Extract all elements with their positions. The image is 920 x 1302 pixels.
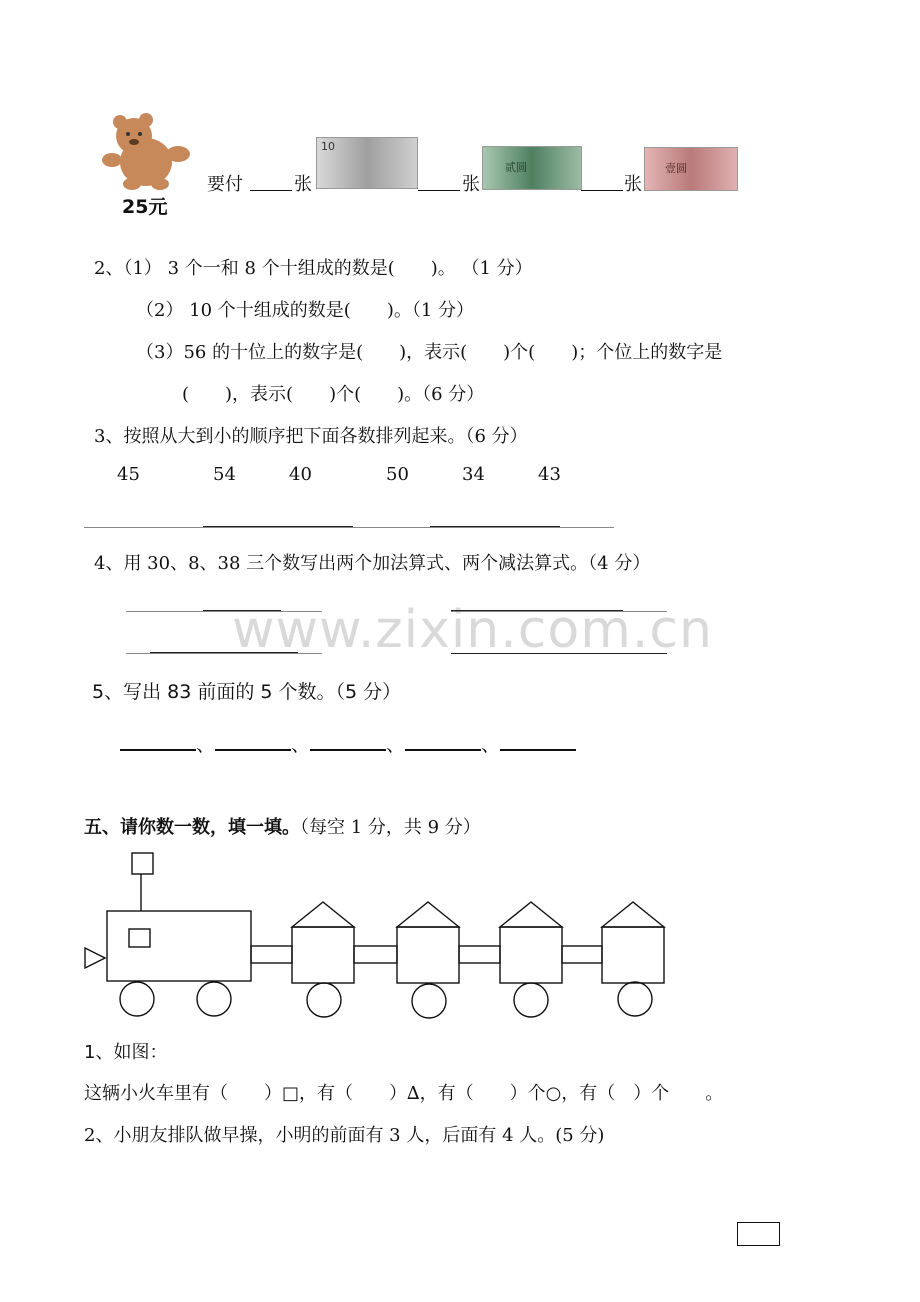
- note-face-value: 壹圆: [665, 162, 687, 175]
- connector-rect: [251, 946, 292, 963]
- q3-number: 43: [538, 464, 561, 485]
- note-face-value: 10: [321, 140, 335, 153]
- wheel-circle: [618, 982, 652, 1016]
- roof-triangle: [292, 902, 354, 927]
- unit-label: 张: [462, 174, 480, 195]
- q4-prompt: 4、用 30、8、38 三个数写出两个加法算式、两个减法算式。（4 分）: [94, 553, 651, 574]
- separator: 、: [386, 734, 406, 756]
- roof-triangle: [397, 902, 459, 927]
- ten-yuan-note-image: [316, 137, 418, 189]
- q3-answer-segment: [203, 526, 353, 527]
- q2-line2: （2） 10 个十组成的数是( )。（1 分）: [136, 300, 475, 321]
- q3-number: 54: [213, 464, 236, 485]
- q5-blank[interactable]: [500, 733, 576, 751]
- section5-heading: [84, 813, 481, 839]
- price-label: 25元: [122, 196, 168, 218]
- q3-number: 40: [289, 464, 312, 485]
- watermark-text: www.zixin.com.cn: [232, 600, 713, 660]
- note-face-value: 贰圆: [505, 161, 527, 174]
- connector-rect: [459, 946, 500, 963]
- q4-answer-line[interactable]: [126, 611, 322, 612]
- connector-rect: [562, 946, 602, 963]
- roof-triangle: [602, 902, 664, 927]
- separator: 、: [196, 734, 216, 756]
- car-square: [397, 927, 459, 983]
- square-shape: [129, 929, 150, 947]
- roof-triangle: [500, 902, 562, 927]
- q5-blank[interactable]: [405, 733, 481, 751]
- q5-answer-row: [120, 730, 576, 757]
- answer-blank-ten[interactable]: [250, 174, 292, 191]
- section5-title: 五、请你数一数，填一填。: [84, 817, 300, 838]
- teddy-bear-icon: [98, 110, 194, 192]
- q2-line4: ( )，表示( )个( )。（6 分）: [182, 384, 485, 405]
- sub1-text: 这辆小火车里有（ ）□，有（ ）∆，有（ ）个○，有（ ）个 。: [84, 1083, 724, 1104]
- answer-blank-two[interactable]: [418, 174, 460, 191]
- q4-answer-segment: [203, 610, 281, 611]
- train-figure: [80, 848, 680, 1024]
- answer-blank-one[interactable]: [581, 174, 623, 191]
- unit-label: 张: [294, 174, 312, 195]
- one-yuan-note-image: [644, 147, 738, 191]
- car-square: [292, 927, 354, 983]
- connector-rect: [354, 946, 397, 963]
- section5-score: （每空 1 分，共 9 分）: [300, 817, 481, 838]
- unit-label: 张: [624, 174, 642, 195]
- q4-answer-segment: [150, 652, 298, 653]
- car-square: [602, 927, 664, 983]
- q5-blank[interactable]: [215, 733, 291, 751]
- q4-answer-line[interactable]: [451, 611, 667, 612]
- two-yuan-note-image: [482, 146, 582, 190]
- wheel-circle: [514, 983, 548, 1017]
- q3-prompt: 3、按照从大到小的顺序把下面各数排列起来。（6 分）: [94, 426, 528, 447]
- square-shape: [132, 853, 153, 874]
- q4-answer-segment: [451, 610, 623, 611]
- q5-blank[interactable]: [310, 733, 386, 751]
- q5-blank[interactable]: [120, 733, 196, 751]
- wheel-circle: [197, 982, 231, 1016]
- separator: 、: [481, 734, 501, 756]
- q3-answer-segment: [430, 526, 560, 527]
- wheel-circle: [412, 984, 446, 1018]
- q5-prompt: 5、写出 83 前面的 5 个数。（5 分）: [92, 681, 402, 703]
- sub1-label: 1、如图：: [84, 1042, 168, 1063]
- score-box[interactable]: [737, 1222, 780, 1246]
- q3-number: 50: [386, 464, 409, 485]
- q2-line3: （3）56 的十位上的数字是( )，表示( )个( )；个位上的数字是: [136, 342, 723, 363]
- triangle-shape: [85, 948, 105, 968]
- wheel-circle: [307, 983, 341, 1017]
- separator: 、: [291, 734, 311, 756]
- car-square: [500, 927, 562, 983]
- wheel-circle: [120, 982, 154, 1016]
- q4-answer-line[interactable]: [126, 653, 322, 654]
- q2-line1: 2、（1） 3 个一和 8 个十组成的数是( )。 （1 分）: [94, 258, 533, 279]
- q3-number: 45: [117, 464, 140, 485]
- q4-answer-line[interactable]: [451, 653, 667, 654]
- q3-number: 34: [462, 464, 485, 485]
- q3-answer-line[interactable]: [84, 527, 614, 528]
- pay-label: 要付: [207, 174, 243, 195]
- sub2-text: 2、小朋友排队做早操，小明的前面有 3 人，后面有 4 人。(5 分): [84, 1125, 605, 1146]
